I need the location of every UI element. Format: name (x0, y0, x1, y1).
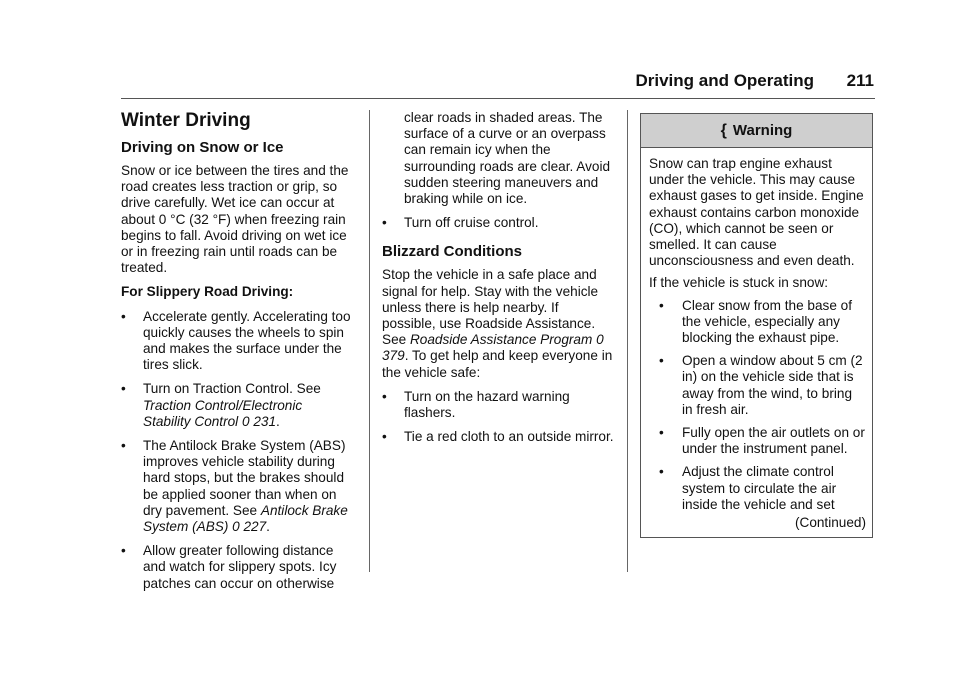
column-divider-1 (369, 110, 370, 572)
blizzard-list (382, 389, 614, 446)
list-item: • Turn on Traction Control. See Traction Control/Electronic Stability Control 0 231. (121, 381, 321, 429)
list-item-text: Turn on the hazard warning flashers. (404, 388, 570, 421)
list-item (382, 215, 614, 231)
warning-header (641, 114, 872, 148)
slippery-list-continued (382, 215, 614, 231)
warning-paragraph: If the vehicle is stuck in snow: (649, 275, 829, 291)
list-item-text: Turn off cruise control. (404, 215, 539, 231)
warning-title: Warning (732, 122, 793, 139)
warning-icon: { (720, 121, 727, 139)
list-item-text: Tie a red cloth to an outside mirror. (404, 429, 614, 445)
section-title: Winter Driving (121, 110, 251, 131)
chapter-title: Driving and Operating (635, 71, 814, 90)
list-item: • The Antilock Brake System (ABS) improves vehicle stability during hard stops, but the brakes should be applied sooner than when on dry pavement. See Antilock Brake System (ABS) 0 227. (121, 438, 348, 535)
header-rule (121, 98, 875, 99)
list-item (649, 425, 866, 457)
page-reference[interactable]: 0 379 (382, 332, 604, 364)
list-item-text: Adjust the climate control system to circulate the air inside the vehicle and set (682, 464, 837, 512)
list-item-text: The Antilock Brake System (ABS) improves vehicle stability during hard stops, but the brakes should be applied sooner than when on dry pavement. See (143, 438, 346, 518)
warning-box (640, 113, 873, 538)
bullet: • (382, 215, 387, 231)
list-item-text: Clear snow from the base of the vehicle, especially any blocking the exhaust pipe. (682, 297, 853, 346)
list-item (121, 543, 353, 592)
slippery-list (121, 309, 353, 592)
column-divider-2 (627, 110, 628, 572)
blizzard-paragraph (382, 267, 614, 380)
subsection-title: Driving on Snow or Ice (121, 139, 284, 156)
list-item (382, 389, 614, 421)
abs-link[interactable]: Antilock Brake System (ABS) (143, 502, 348, 535)
list-item (121, 309, 353, 374)
roadside-assistance-link[interactable]: Roadside Assistance Program (409, 332, 593, 348)
list-item (649, 464, 866, 513)
bullet: • (121, 381, 126, 397)
column-1 (121, 110, 353, 600)
list-item (649, 298, 866, 347)
bullet: • (121, 438, 126, 454)
list-item-text: Fully open the air outlets on or under the instrument panel. (682, 425, 865, 457)
bullet: • (659, 464, 664, 480)
page-reference[interactable]: 0 227 (232, 519, 267, 535)
bullet: • (121, 543, 126, 559)
paragraph-tail: . To get help and keep everyone in the vehicle safe: (382, 348, 613, 380)
bullet: • (382, 388, 387, 404)
list-item-text: Accelerate gently. Accelerating too quickly causes the wheels to spin and makes the surface under the tires slick. (143, 308, 351, 373)
list-item-text: Open a window about 5 cm (2 in) on the vehicle side that is away from the wind, to bring in fresh air. (682, 353, 863, 417)
intro-paragraph: Snow or ice between the tires and the road creates less traction or grip, so drive carefully. Wet ice can occur at about 0 °C (32 °F) when freezing rain begins to fall. Avoid driving on wet ice or in freezing rain until roads can be treated. (121, 163, 349, 276)
page-number: 211 (846, 71, 874, 90)
list-continuation: clear roads in shaded areas. The surface of a curve or an overpass can remain icy when the surrounding roads are clear. Avoid sudden steering maneuvers and braking while on ice. (404, 110, 611, 207)
bullet: • (659, 425, 664, 441)
traction-control-link[interactable]: Traction Control/Electronic Stability Control (143, 397, 303, 429)
paragraph-text: Stop the vehicle in a safe place and signal for help. Stay with the vehicle unless there is help nearby. If possible, use Roadside Assistance. See (382, 267, 599, 348)
slippery-label: For Slippery Road Driving: (121, 284, 294, 300)
warning-paragraph: Snow can trap engine exhaust under the vehicle. This may cause exhaust gases to get inside. Engine exhaust contains carbon monoxide (CO), which cannot be seen or smelled. It can cause unconsciousness and even death. (649, 156, 864, 269)
bullet: • (382, 429, 387, 445)
column-2 (382, 110, 614, 453)
continued-label: (Continued) (794, 515, 866, 531)
list-item-text: Allow greater following distance and watch for slippery spots. Icy patches can occur on otherwise (143, 543, 337, 591)
warning-list (649, 298, 866, 513)
page-reference[interactable]: 0 231 (241, 413, 277, 429)
warning-body (641, 148, 872, 537)
list-item (649, 353, 866, 418)
bullet: • (659, 353, 664, 369)
bullet: • (121, 308, 126, 324)
bullet: • (659, 297, 664, 313)
subsection-title: Blizzard Conditions (382, 243, 522, 261)
list-item (382, 429, 614, 445)
list-item-text: Turn on Traction Control. See (143, 381, 321, 397)
